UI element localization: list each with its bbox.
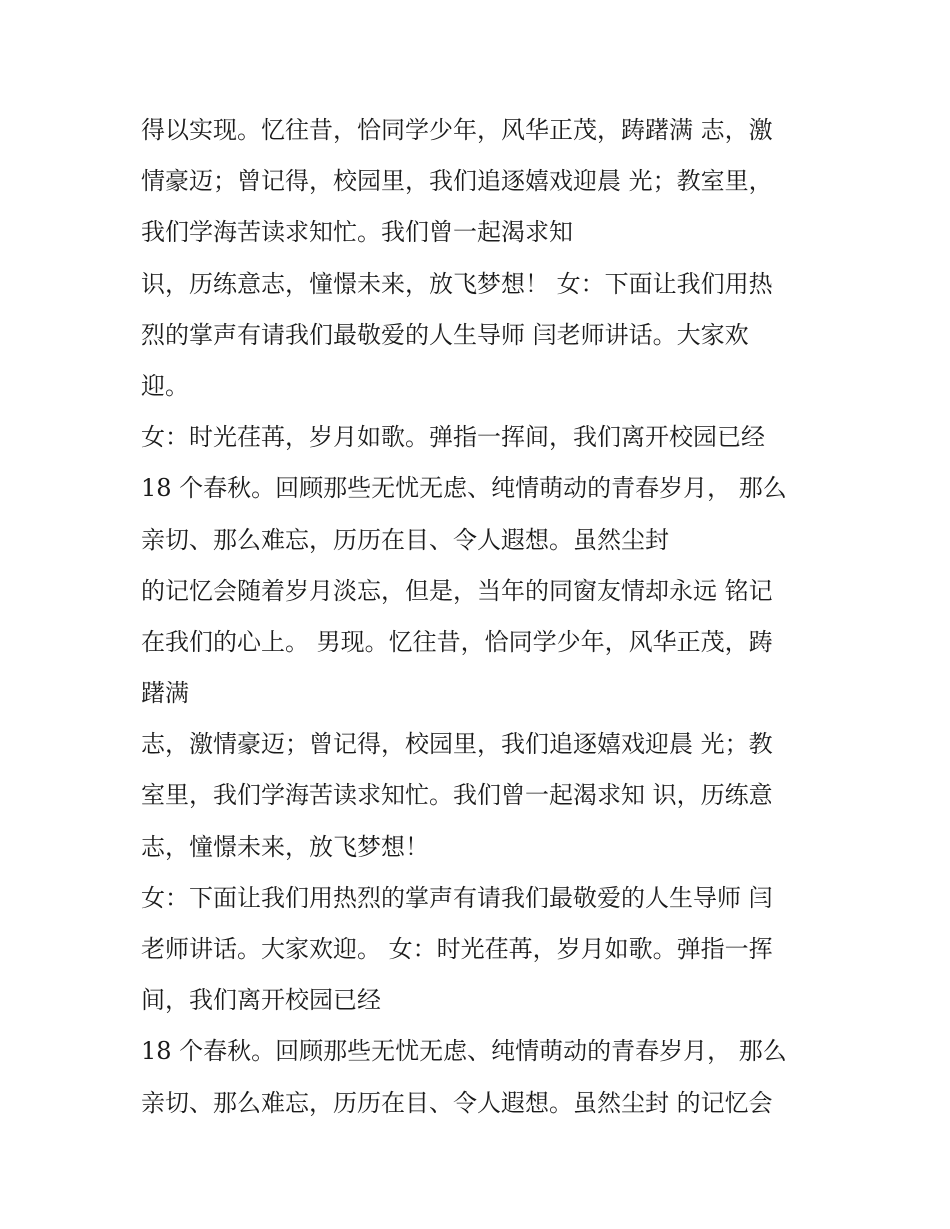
text-line: 在我们的心上。 男现。忆往昔，恰同学少年，风华正茂，踌	[141, 627, 773, 656]
text-line: 得以实现。忆往昔，恰同学少年，风华正茂，踌躇满 志，激	[141, 116, 773, 144]
text-line: 我们学海苦读求知忙。我们曾一起渴求知	[141, 218, 573, 247]
text-line: 亲切、那么难忘，历历在目、令人遐想。虽然尘封 的记忆会	[141, 1088, 773, 1117]
text-line: 志，激情豪迈；曾记得，校园里，我们追逐嬉戏迎晨 光；教	[141, 730, 773, 759]
text-line: 18 个春秋。回顾那些无忧无虑、纯情萌动的青春岁月， 那么	[141, 1037, 787, 1066]
text-line: 识，历练意志，憧憬未来，放飞梦想！ 女：下面让我们用热	[141, 269, 773, 298]
text-line: 老师讲话。大家欢迎。 女：时光荏苒，岁月如歌。弹指一挥	[141, 935, 773, 963]
text-line: 志，憧憬未来，放飞梦想！	[141, 832, 429, 861]
text-line: 躇满	[141, 679, 189, 708]
text-line: 间，我们离开校园已经	[141, 986, 381, 1015]
text-line: 情豪迈；曾记得，校园里，我们追逐嬉戏迎晨 光；教室里，	[141, 167, 773, 196]
text-line: 迎。	[141, 371, 189, 400]
text-line: 的记忆会随着岁月淡忘，但是，当年的同窗友情却永远 铭记	[141, 576, 773, 605]
text-line: 室里，我们学海苦读求知忙。我们曾一起渴求知 识，历练意	[141, 781, 773, 810]
text-line: 女：时光荏苒，岁月如歌。弹指一挥间，我们离开校园已经	[141, 423, 765, 452]
document-body	[141, 105, 801, 1129]
text-line: 亲切、那么难忘，历历在目、令人遐想。虽然尘封	[141, 525, 669, 554]
text-line: 烈的掌声有请我们最敬爱的人生导师 闫老师讲话。大家欢	[141, 320, 749, 349]
text-line: 18 个春秋。回顾那些无忧无虑、纯情萌动的青春岁月， 那么	[141, 474, 787, 503]
text-line: 女：下面让我们用热烈的掌声有请我们最敬爱的人生导师 闫	[141, 883, 773, 912]
